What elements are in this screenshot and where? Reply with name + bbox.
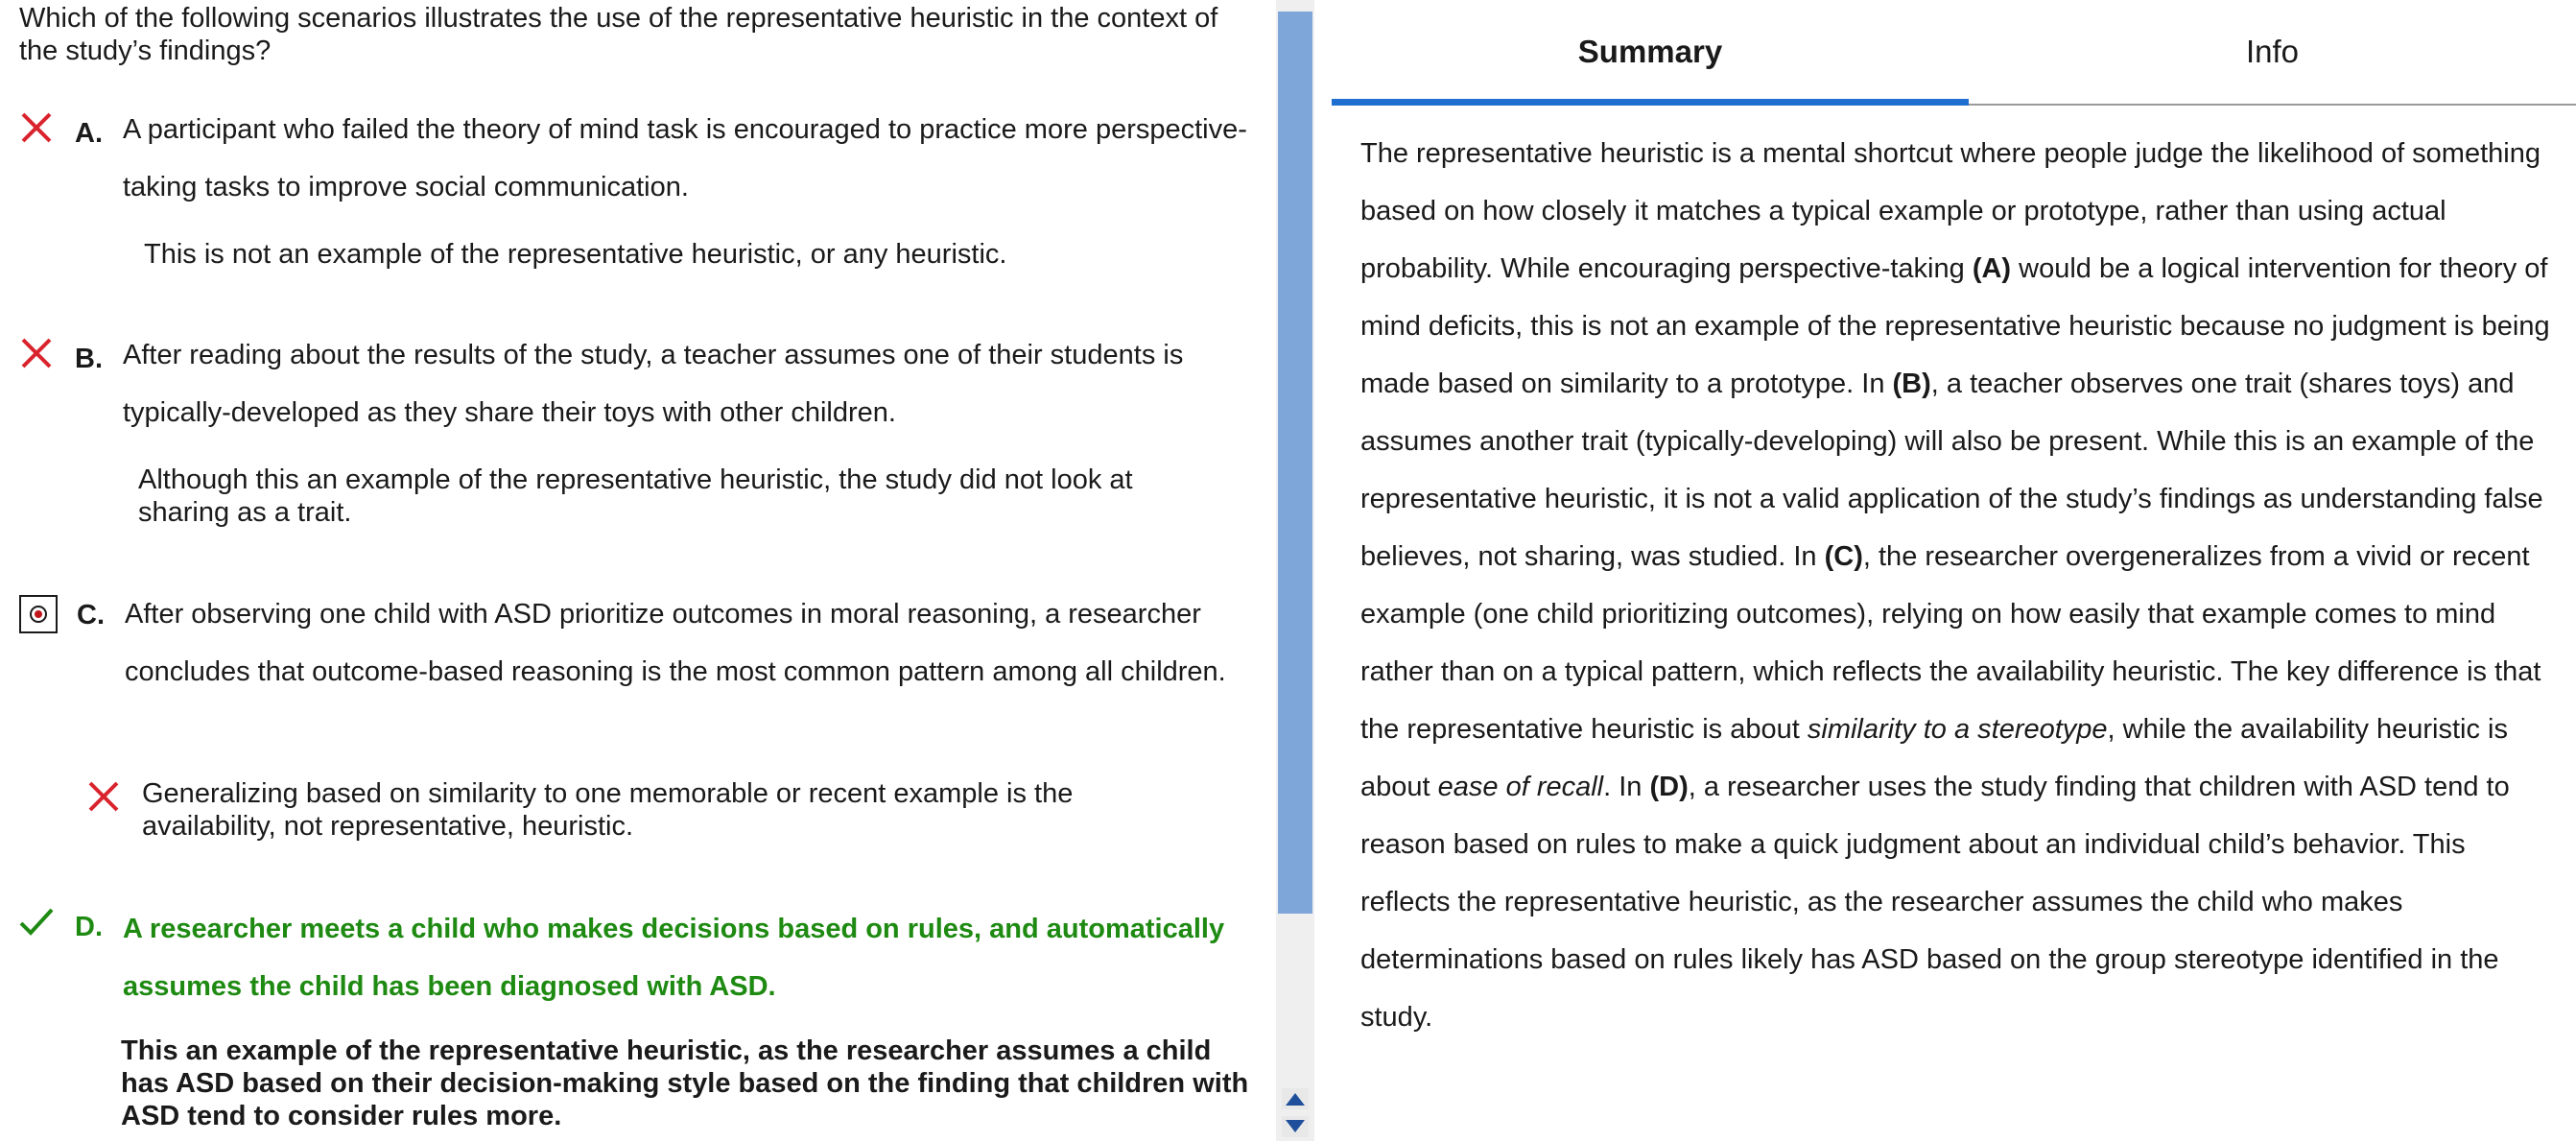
summary-span: . In	[1603, 772, 1650, 802]
option-letter: D.	[75, 912, 103, 942]
summary-ref-c: (C)	[1824, 541, 1863, 572]
x-icon	[17, 334, 56, 372]
option-feedback: This is not an example of the representative heuristic, or any heuristic.	[144, 239, 1007, 270]
option-text: A participant who failed the theory of mind task is encouraged to practice more perspective-taking tasks to improve social communication.	[123, 114, 1247, 202]
option-feedback: This an example of the representative heuristic, as the researcher assumes a child has ASD based on their decision-making style based on the finding that children with ASD tend to consider rules more.	[121, 1035, 1249, 1131]
summary-emphasis: similarity to a stereotype	[1807, 714, 2108, 745]
scrollbar[interactable]	[1276, 0, 1314, 1141]
summary-span: , while the availability heuristic is about	[1360, 714, 2509, 802]
tab-summary[interactable]: Summary	[1577, 34, 1723, 69]
option-text: After observing one child with ASD prioritize outcomes in moral reasoning, a researcher concludes that outcome-based reasoning is the most common pattern among all children.	[125, 599, 1226, 687]
summary-ref-b: (B)	[1892, 369, 1931, 399]
summary-ref-a: (A)	[1972, 253, 2012, 284]
option-feedback: Generalizing based on similarity to one memorable or recent example is the availability, not representative, heuristic.	[142, 778, 1074, 842]
option-letter: C.	[77, 600, 105, 630]
option-text: After reading about the results of the study, a teacher assumes one of their students is typically-developed as they share their toys with other children.	[123, 340, 1184, 428]
question-panel	[0, 0, 1276, 1141]
x-icon	[17, 108, 56, 147]
tab-info[interactable]: Info	[2245, 34, 2300, 69]
summary-emphasis: ease of recall	[1437, 772, 1604, 802]
check-icon	[17, 902, 56, 940]
summary-span: , the researcher overgeneralizes from a vivid or recent example (one child prioritizing outcomes), relying on how easily that example comes to mind rather than on a typical pattern, which reflects the availability heuristic. The key difference is that the representative heuristic is about	[1360, 541, 2541, 745]
scroll-up-arrow-icon[interactable]	[1282, 1088, 1309, 1109]
scrollbar-thumb[interactable]	[1278, 12, 1312, 914]
summary-ref-d: (D)	[1649, 772, 1689, 802]
option-feedback: Although this an example of the representative heuristic, the study did not look at sharing as a trait.	[138, 464, 1133, 528]
question-text: Which of the following scenarios illustrates the use of the representative heuristic in the context of the study’s findings?	[19, 3, 1218, 66]
x-icon	[84, 777, 123, 816]
summary-span: , a teacher observes one trait (shares toys) and assumes another trait (typically-developing) will also be present. While this is an example of the representative heuristic, it is not a valid application of the study’s findings as understanding false believes, not sharing, was studied. In	[1360, 369, 2543, 572]
option-letter: A.	[75, 118, 103, 149]
summary-text	[1360, 125, 2560, 1046]
active-tab-indicator	[1332, 99, 1969, 106]
scroll-down-arrow-icon[interactable]	[1282, 1116, 1309, 1137]
summary-span: The representative heuristic is a mental shortcut where people judge the likelihood of something based on how closely it matches a typical example or prototype, rather than using actual probability. While encouraging perspective-taking	[1360, 138, 2541, 284]
option-letter: B.	[75, 344, 103, 374]
summary-span: , a researcher uses the study finding that children with ASD tend to reason based on rules to make a quick judgment about an individual child’s behavior. This reflects the representative heuristic, as the researcher assumes the child who makes determinations based on rules likely has ASD based on the group stereotype identified in the study.	[1360, 772, 2510, 1033]
explanation-panel	[1332, 0, 2576, 1141]
radio-selected-icon[interactable]	[19, 595, 58, 633]
summary-span: would be a logical intervention for theory of mind deficits, this is not an example of the representative heuristic because no judgment is being made based on similarity to a prototype. In	[1360, 253, 2550, 399]
option-text: A researcher meets a child who makes decisions based on rules, and automatically assumes the child has been diagnosed with ASD.	[123, 914, 1225, 1002]
